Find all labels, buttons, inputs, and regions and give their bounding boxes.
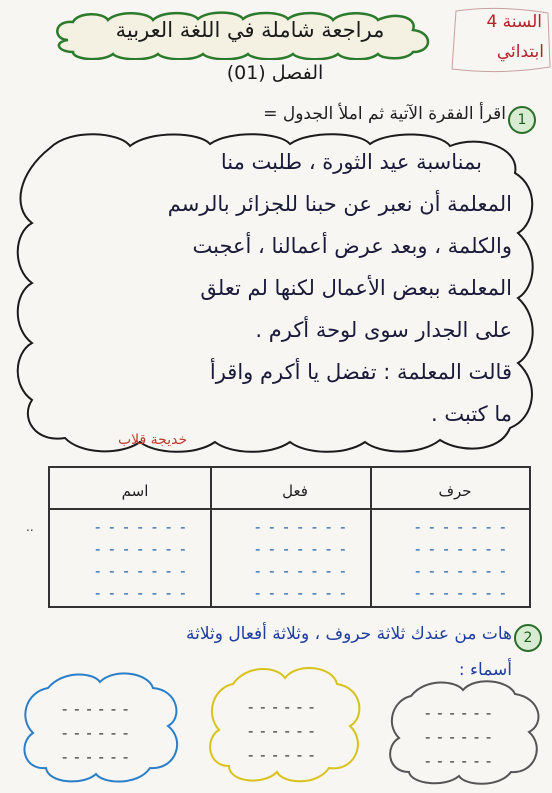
table-blank[interactable]: - - - - - - - xyxy=(95,518,188,536)
answer-blank[interactable]: - - - - - - xyxy=(248,746,316,764)
grade-level: السنة 4 xyxy=(486,12,542,32)
answer-blank[interactable]: - - - - - - xyxy=(248,698,316,716)
paragraph-line-6: قالت المعلمة : تفضل يا أكرم واقرأ xyxy=(209,360,512,384)
question-1-number-badge: 1 xyxy=(508,106,536,134)
paragraph-line-3: والكلمة ، وبعد عرض أعمالنا ، أعجبت xyxy=(192,234,512,258)
paragraph-line-4: المعلمة ببعض الأعمال لكنها لم تعلق xyxy=(200,276,512,300)
table-blank[interactable]: - - - - - - - xyxy=(415,540,508,558)
answer-blank[interactable]: - - - - - - xyxy=(248,722,316,740)
table-blank[interactable]: - - - - - - - xyxy=(415,584,508,602)
answer-blank[interactable]: - - - - - - xyxy=(425,728,493,746)
table-header-harf: حرف xyxy=(438,482,472,500)
paragraph-line-7: ما كتبت . xyxy=(431,402,512,426)
table-blank[interactable]: - - - - - - - xyxy=(95,540,188,558)
table-divider xyxy=(370,468,372,606)
table-blank[interactable]: - - - - - - - xyxy=(415,518,508,536)
paragraph-line-2: المعلمة أن نعبر عن حبنا للجزائر بالرسم xyxy=(167,192,512,216)
page-title: مراجعة شاملة في اللغة العربية xyxy=(115,18,385,42)
paragraph-line-5: على الجدار سوى لوحة أكرم . xyxy=(255,318,512,342)
table-blank[interactable]: - - - - - - - xyxy=(95,584,188,602)
grade-stage: ابتدائي xyxy=(496,42,544,62)
question-1-instruction: اقرأ الفقرة الآتية ثم املأ الجدول = xyxy=(263,104,506,124)
question-2-instruction: هات من عندك ثلاثة حروف ، وثلاثة أفعال وثلاثة xyxy=(185,624,512,644)
table-blank[interactable]: - - - - - - - xyxy=(95,562,188,580)
answer-blank[interactable]: - - - - - - xyxy=(62,700,130,718)
page-subtitle: الفصل (01) xyxy=(226,62,324,84)
answer-blank[interactable]: - - - - - - xyxy=(62,724,130,742)
table-blank[interactable]: - - - - - - - xyxy=(255,540,348,558)
table-header-divider xyxy=(50,508,529,510)
table-header-ism: اسم xyxy=(121,482,149,500)
answer-blank[interactable]: - - - - - - xyxy=(425,752,493,770)
question-2-instruction-cont: أسماء : xyxy=(458,660,512,680)
author-name: خديجة قلاب xyxy=(118,432,188,448)
table-blank[interactable]: - - - - - - - xyxy=(415,562,508,580)
answer-blank[interactable]: - - - - - - xyxy=(62,748,130,766)
table-blank[interactable]: - - - - - - - xyxy=(255,562,348,580)
table-blank[interactable]: - - - - - - - xyxy=(255,518,348,536)
answer-blank[interactable]: - - - - - - xyxy=(425,704,493,722)
table-blank[interactable]: - - - - - - - xyxy=(255,584,348,602)
table-header-fiil: فعل xyxy=(282,482,308,500)
question-2-number-badge: 2 xyxy=(514,624,542,652)
table-divider xyxy=(210,468,212,606)
paragraph-line-1: بمناسبة عيد الثورة ، طلبت منا xyxy=(220,150,482,174)
word-classification-table xyxy=(48,466,531,608)
side-mark: .. xyxy=(26,520,34,534)
